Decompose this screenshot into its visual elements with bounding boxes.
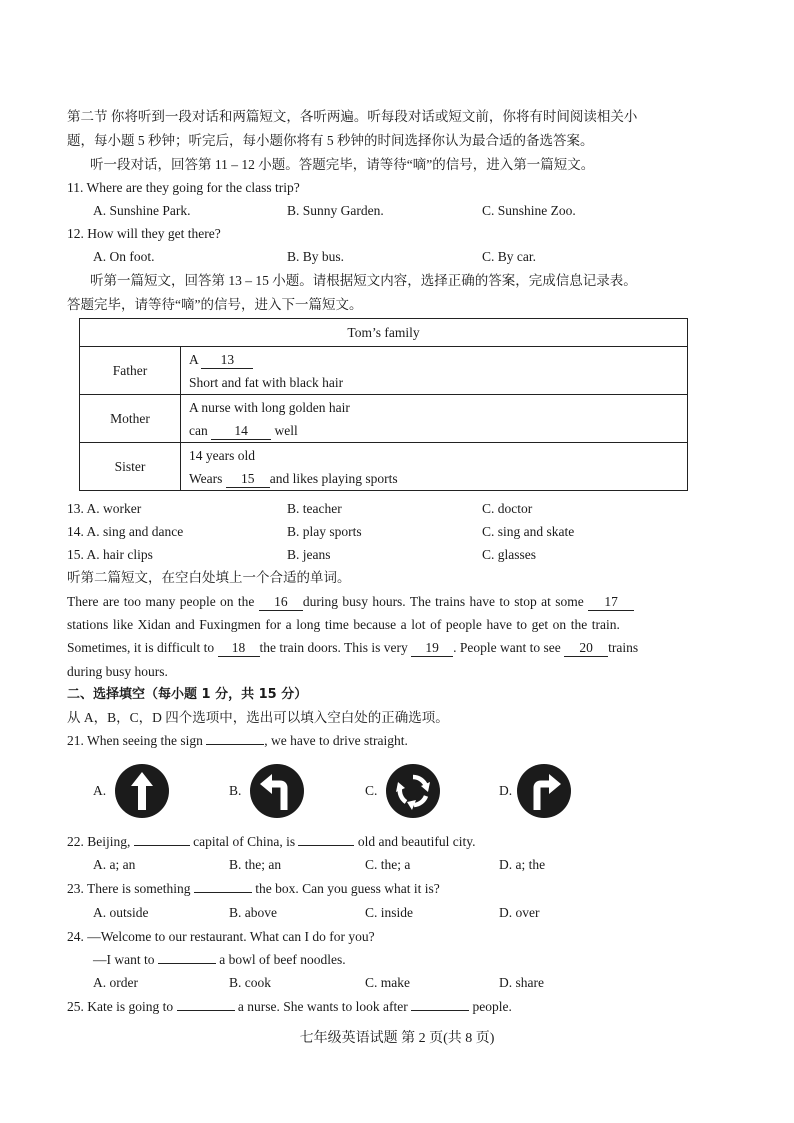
sister-suffix: and likes playing sports (269, 470, 398, 486)
q24-option-b: B. cook (229, 975, 271, 990)
sister-age: 14 years old (189, 447, 255, 463)
q21-blank[interactable] (206, 744, 264, 745)
mother-info (181, 395, 688, 443)
section-intro-line2: 题，每小题 5 秒钟；听完后，每小题你将有 5 秒钟的时间选择你认为最合适的备选答案。 (67, 133, 594, 148)
q25-stem: 25. Kate is going to a nurse. She wants to look after people. (67, 999, 512, 1014)
q12-option-c: C. By car. (482, 249, 536, 264)
q14-stem: 14. A. sing and dance (67, 524, 184, 539)
sister-prefix: Wears (189, 470, 223, 486)
sister-label: Sister (80, 443, 181, 491)
mother-suffix: well (274, 422, 298, 438)
q23-blank[interactable] (194, 892, 252, 893)
blank-16[interactable]: 16 (259, 593, 303, 611)
q22-option-d: D. a; the (499, 857, 546, 872)
passage2-line1: There are too many people on the 16 during busy hours. The trains have to stop at some 17 (67, 592, 634, 612)
part2-heading: 二、选择填空（每小题 1 分，共 15 分） (67, 687, 308, 702)
sister-info (181, 443, 688, 491)
q21-option-b-label: B. (229, 783, 242, 798)
q24-line2: —I want to a bowl of beef noodles. (93, 952, 346, 967)
q11-option-a: A. Sunshine Park. (93, 203, 191, 218)
q23-option-b: B. above (229, 905, 277, 920)
passage2-line3: Sometimes, it is difficult to 18 the train doors. This is very 19 . People want to see 20 trains (67, 640, 639, 655)
blank-14[interactable]: 14 (211, 422, 271, 440)
family-info-table (79, 318, 688, 491)
q14-option-b: B. play sports (287, 524, 362, 539)
q12-option-a: A. On foot. (93, 249, 155, 264)
q22-option-a: A. a; an (93, 857, 136, 872)
q13-stem: 13. A. worker (67, 501, 142, 516)
q22-blank-2[interactable] (298, 845, 354, 846)
q13-option-b: B. teacher (287, 501, 342, 516)
q21-option-d-label: D. (499, 783, 513, 798)
q15-stem: 15. A. hair clips (67, 547, 153, 562)
q12-stem: 12. How will they get there? (67, 226, 221, 241)
q25-blank-2[interactable] (411, 1010, 469, 1011)
straight-arrow-sign-icon (115, 764, 169, 818)
q15-option-b: B. jeans (287, 547, 331, 562)
blank-15[interactable]: 15 (226, 470, 270, 488)
q25-blank-1[interactable] (177, 1010, 235, 1011)
father-prefix: A (189, 351, 199, 367)
q23-stem: 23. There is something the box. Can you guess what it is? (67, 881, 440, 896)
q23-option-c: C. inside (365, 905, 414, 920)
q11-stem: 11. Where are they going for the class trip? (67, 180, 300, 195)
passage1-instruction-line2: 答题完毕，请等待“嘀”的信号，进入下一篇短文。 (67, 297, 363, 312)
q23-option-a: A. outside (93, 905, 149, 920)
q11-option-c: C. Sunshine Zoo. (482, 203, 576, 218)
table-title: Tom’s family (80, 319, 688, 347)
q22-option-c: C. the; a (365, 857, 411, 872)
q15-option-c: C. glasses (482, 547, 536, 562)
q22-blank-1[interactable] (134, 845, 190, 846)
q22-stem: 22. Beijing, capital of China, is old and beautiful city. (67, 834, 476, 849)
passage1-instruction-line1: 听第一篇短文，回答第 13 – 15 小题。请根据短文内容，选择正确的答案，完成信息记录表。 (90, 273, 637, 288)
blank-13[interactable]: 13 (201, 351, 253, 369)
q11-option-b: B. Sunny Garden. (287, 203, 384, 218)
blank-18[interactable]: 18 (218, 639, 260, 657)
mother-description: A nurse with long golden hair (189, 399, 350, 415)
part2-instruction: 从 A，B，C，D 四个选项中，选出可以填入空白处的正确选项。 (67, 710, 449, 725)
turn-left-sign-icon (250, 764, 304, 818)
q14-option-c: C. sing and skate (482, 524, 575, 539)
q21-stem: 21. When seeing the sign , we have to drive straight. (67, 733, 408, 748)
q24-option-c: C. make (365, 975, 410, 990)
mother-prefix: can (189, 422, 208, 438)
q24-option-d: D. share (499, 975, 544, 990)
q22-option-b: B. the; an (229, 857, 282, 872)
table-row-sister (80, 443, 688, 491)
passage2-line4: during busy hours. (67, 664, 168, 679)
blank-17[interactable]: 17 (588, 593, 634, 611)
page-footer: 七年级英语试题 第 2 页(共 8 页) (299, 1031, 495, 1046)
father-info (181, 347, 688, 395)
dialog-instruction: 听一段对话，回答第 11 – 12 小题。答题完毕，请等待“嘀”的信号，进入第一篇短文。 (90, 157, 595, 172)
turn-right-sign-icon (517, 764, 571, 818)
roundabout-sign-icon (386, 764, 440, 818)
passage2-line2: stations like Xidan and Fuxingmen for a long time because a lot of people have to get on the train. (67, 617, 620, 632)
q13-option-c: C. doctor (482, 501, 533, 516)
section-intro-line1: 第二节 你将听到一段对话和两篇短文，各听两遍。听每段对话或短文前，你将有时间阅读相关小 (67, 109, 638, 124)
table-row-mother (80, 395, 688, 443)
blank-20[interactable]: 20 (564, 639, 608, 657)
passage2-instruction: 听第二篇短文，在空白处填上一个合适的单词。 (67, 570, 351, 585)
q24-blank[interactable] (158, 963, 216, 964)
q21-option-c-label: C. (365, 783, 378, 798)
q24-stem: 24. —Welcome to our restaurant. What can I do for you? (67, 929, 375, 944)
father-label: Father (80, 347, 181, 395)
mother-label: Mother (80, 395, 181, 443)
table-row-father (80, 347, 688, 395)
q24-option-a: A. order (93, 975, 138, 990)
father-description: Short and fat with black hair (189, 374, 344, 390)
q12-option-b: B. By bus. (287, 249, 345, 264)
q21-option-a-label: A. (93, 783, 107, 798)
blank-19[interactable]: 19 (411, 639, 453, 657)
q23-option-d: D. over (499, 905, 540, 920)
